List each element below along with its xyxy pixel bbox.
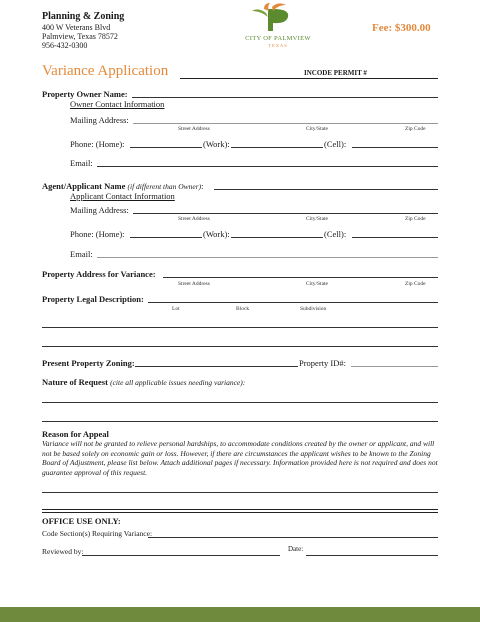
property-address-field[interactable] [163,277,438,278]
agent-street-sub: Street Address [178,216,210,222]
agent-zip-sub: Zip Code [405,216,426,222]
code-section-field[interactable] [148,537,438,538]
owner-phone-home-label: Phone: (Home): [70,139,125,149]
agent-phone-cell-field[interactable] [352,237,438,238]
date-field[interactable] [306,555,438,556]
agent-name-field[interactable] [214,189,438,190]
property-id-label: Property ID#: [299,358,346,368]
zoning-field[interactable] [135,366,298,367]
logo-city-text: CITY OF PALMVIEW [245,35,311,42]
agent-phone-work-field[interactable] [231,237,323,238]
legal-description-line3[interactable] [42,346,438,347]
palm-logo-icon [228,3,328,37]
owner-mailing-label: Mailing Address: [70,115,129,125]
legal-description-field[interactable] [148,302,438,303]
nature-line2[interactable] [42,421,438,422]
block-sub: Block [236,306,250,312]
owner-name-label: Property Owner Name: [42,89,128,99]
address-line2: Palmview, Texas 78572 [42,32,118,41]
owner-phone-work-label: (Work): [203,139,230,149]
appeal-text: Variance will not be granted to relieve personal hardships, to accommodate conditions created by the owner or applicant, and will not be based solely on economic gain or loss. However, if there are circumstances the applicant wishes to be known to the Zoning Board of Adjustment, please list below. Attach additional pages if necessary. Information provided here is not required and does not guarantee approval of this request. [42,439,438,477]
owner-email-field[interactable] [97,166,438,167]
city-logo [228,3,328,55]
property-street-sub: Street Address [178,281,210,287]
address-line1: 400 W Veterans Blvd [42,23,111,32]
property-address-label: Property Address for Variance: [42,269,156,279]
owner-phone-work-field[interactable] [231,147,323,148]
agent-phone-home-label: Phone: (Home): [70,229,125,239]
owner-zip-sub: Zip Code [405,126,426,132]
reviewed-by-label: Reviewed by: [42,547,84,556]
owner-mailing-field[interactable] [133,123,438,124]
zoning-label: Present Property Zoning: [42,358,135,368]
owner-phone-cell-field[interactable] [352,147,438,148]
owner-street-sub: Street Address [178,126,210,132]
form-title: Variance Application [42,63,169,79]
agent-name-label: Agent/Applicant Name (if different than Owner): [42,181,204,191]
legal-description-line2[interactable] [42,327,438,328]
reviewed-by-field[interactable] [82,555,280,556]
agent-mailing-label: Mailing Address: [70,205,129,215]
property-id-field[interactable] [351,366,438,367]
owner-email-label: Email: [70,158,93,168]
legal-description-label: Property Legal Description: [42,294,144,304]
agent-phone-home-field[interactable] [130,237,202,238]
agent-mailing-field[interactable] [133,213,438,214]
office-use-heading: OFFICE USE ONLY: [42,516,121,526]
date-label: Date: [288,545,304,553]
owner-phone-home-field[interactable] [130,147,202,148]
incode-permit-label: INCODE PERMIT # [304,69,367,77]
code-section-label: Code Section(s) Requiring Variance: [42,529,153,538]
fee-amount: Fee: $300.00 [372,22,431,34]
nature-label: Nature of Request (cite all applicable issues needing variance): [42,377,246,387]
org-phone: 956-432-0300 [42,41,88,50]
footer-bar [0,607,480,622]
agent-phone-work-label: (Work): [203,229,230,239]
appeal-heading: Reason for Appeal [42,429,109,439]
owner-phone-cell-label: (Cell): [324,139,347,149]
agent-contact-heading: Applicant Contact Information [70,191,175,201]
org-name: Planning & Zoning [42,11,125,22]
nature-line1[interactable] [42,402,438,403]
agent-phone-cell-label: (Cell): [324,229,347,239]
agent-email-field[interactable] [97,257,438,258]
agent-city-sub: City/State [306,216,328,222]
agent-email-label: Email: [70,249,93,259]
owner-name-field[interactable] [132,97,438,98]
owner-contact-heading: Owner Contact Information [70,99,165,109]
lot-sub: Lot [172,306,180,312]
property-zip-sub: Zip Code [405,281,426,287]
subdivision-sub: Subdivision [300,306,327,312]
appeal-line[interactable] [42,492,438,493]
owner-city-sub: City/State [306,126,328,132]
property-city-sub: City/State [306,281,328,287]
logo-state-text: TEXAS [268,43,288,48]
